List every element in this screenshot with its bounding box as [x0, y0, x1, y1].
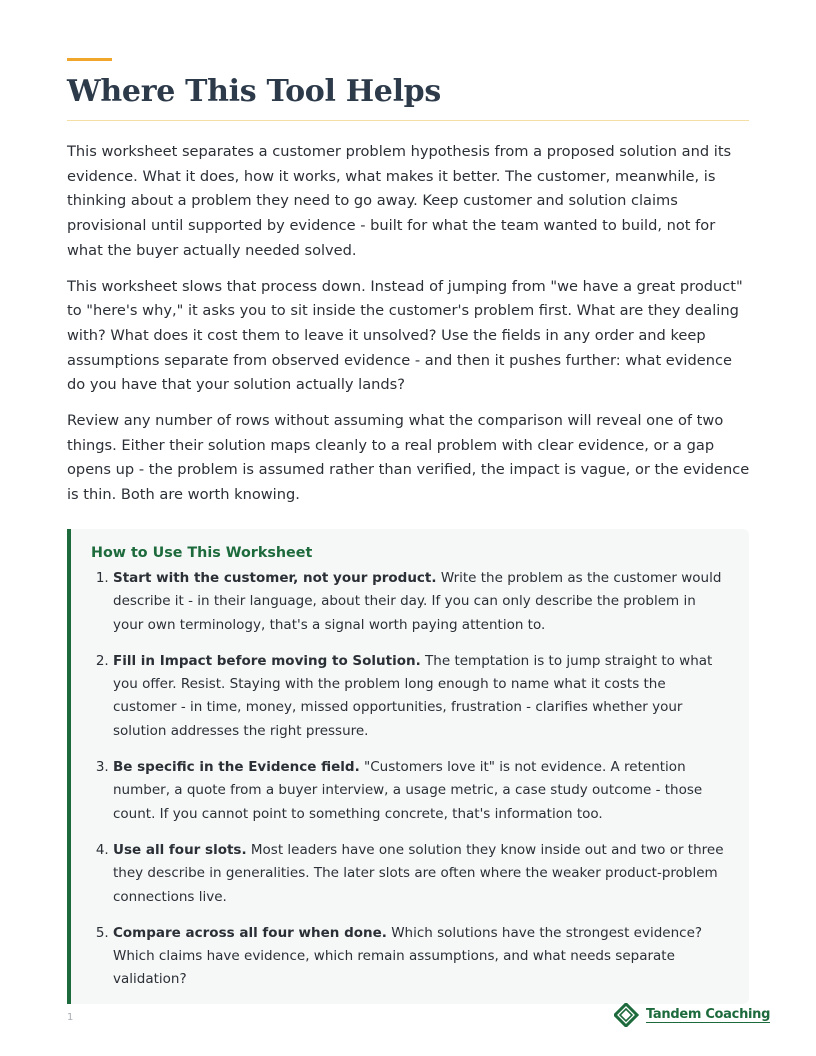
how-to-step-2	[113, 650, 729, 743]
diamond-logo-icon	[614, 1003, 642, 1027]
step-text: Most leaders have one solution they know inside out and two or three they describe in generalities. The later slots are often where the weaker product-problem connections live.	[113, 841, 724, 905]
how-to-step-4	[113, 839, 729, 909]
logo-text: Tandem Coaching	[646, 1007, 771, 1022]
intro-paragraph-3: Review any number of rows without assuming what the comparison will reveal one of two things. Either their solution maps cleanly to a real problem with clear evidence, or a gap opens up - the problem is assumed rather than verified, the impact is vague, or the evidence is thin. Both are worth knowing.	[67, 412, 750, 504]
how-to-heading: How to Use This Worksheet	[91, 545, 313, 561]
step-text: Write the problem as the customer would describe it - in their language, about their day. If you can only describe the problem in your own terminology, that's a signal worth paying attention to.	[113, 570, 722, 633]
tandem-coaching-logo	[614, 1003, 770, 1027]
intro-paragraph-1: This worksheet separates a customer problem hypothesis from a proposed solution and its evidence. What it does, how it works, what makes it better. The customer, meanwhile, is thinking about a problem they need to go away. Keep customer and solution claims provisional until supported by evidence - built for what the team wanted to build, not for what the buyer actually needed solved.	[67, 143, 732, 259]
page-number: 1	[67, 1012, 74, 1023]
step-text: The temptation is to jump straight to what you offer. Resist. Staying with the problem long enough to name what it costs the customer - in time, money, missed opportunities, frustration - clarifies whether your solution addresses the right pressure.	[113, 652, 713, 739]
title-divider	[67, 120, 749, 121]
step-lead: Start with the customer, not your product.	[113, 570, 437, 586]
step-lead: Fill in Impact before moving to Solution.	[113, 652, 421, 669]
how-to-steps	[91, 567, 729, 992]
how-to-step-1	[113, 567, 729, 637]
step-text: Which solutions have the strongest evidence? Which claims have evidence, which remain assumptions, and what needs separate validation?	[113, 924, 703, 988]
how-to-step-3	[113, 756, 729, 826]
step-lead: Be specific in the Evidence field.	[113, 759, 360, 776]
how-to-step-5	[113, 922, 729, 992]
step-lead: Use all four slots.	[113, 841, 247, 858]
step-lead: Compare across all four when done.	[113, 924, 387, 941]
intro-section	[67, 140, 751, 519]
step-text: "Customers love it" is not evidence. A retention number, a quote from a buyer interview, a usage metric, a case study outcome - those count. If you cannot point to something concrete, that's information too.	[113, 759, 703, 822]
intro-paragraph-2: This worksheet slows that process down. Instead of jumping from "we have a great product" to "here's why," it asks you to sit inside the customer's problem first. What are they dealing with? What does it cost them to leave it unsolved? Use the fields in any order and keep assumptions separate from observed evidence - and then it pushes further: what evidence do you have that your solution actually lands?	[67, 277, 743, 394]
title-accent-bar	[67, 58, 112, 61]
how-to-callout	[67, 529, 749, 1004]
page-title: Where This Tool Helps	[67, 74, 441, 109]
